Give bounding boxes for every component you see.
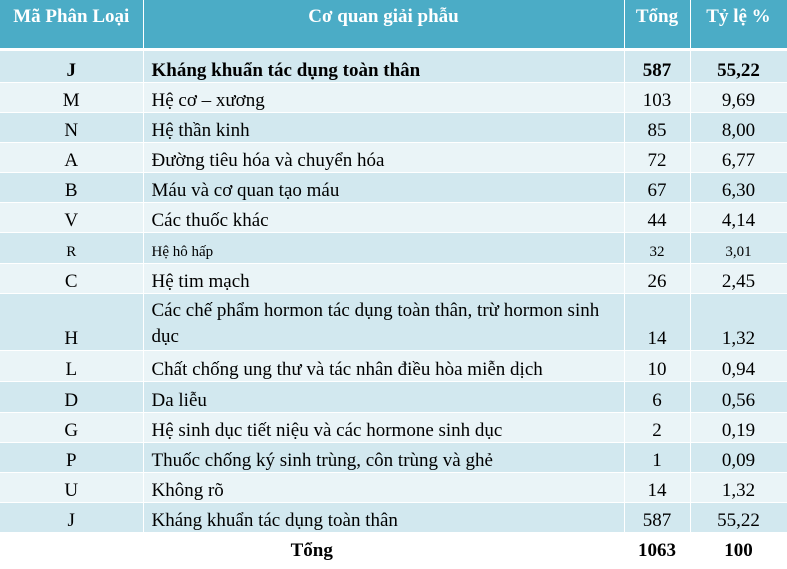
- cell-organ: Các chế phẩm hormon tác dụng toàn thân, trừ hormon sinh dục: [143, 294, 624, 351]
- cell-code: G: [0, 413, 143, 443]
- cell-ratio: 2,45: [690, 264, 787, 294]
- cell-ratio: 0,19: [690, 413, 787, 443]
- header-organ: Cơ quan giải phẫu: [143, 0, 624, 50]
- table-row: [0, 351, 787, 382]
- cell-ratio: 3,01: [690, 233, 787, 264]
- cell-ratio: 0,94: [690, 351, 787, 382]
- table-row: [0, 413, 787, 443]
- cell-ratio: 4,14: [690, 203, 787, 233]
- cell-code: A: [0, 143, 143, 173]
- cell-total: 26: [624, 264, 690, 294]
- cell-organ: Hệ thần kinh: [143, 113, 624, 143]
- cell-organ: Các thuốc khác: [143, 203, 624, 233]
- cell-total: 103: [624, 83, 690, 113]
- header-code: Mã Phân Loại: [0, 0, 143, 50]
- cell-organ: Hệ cơ – xương: [143, 83, 624, 113]
- cell-ratio: 9,69: [690, 83, 787, 113]
- cell-ratio: 55,22: [690, 50, 787, 83]
- cell-organ: Thuốc chống ký sinh trùng, côn trùng và ghẻ: [143, 443, 624, 473]
- cell-organ: Kháng khuẩn tác dụng toàn thân: [143, 503, 624, 533]
- cell-code: N: [0, 113, 143, 143]
- header-ratio: Tỷ lệ %: [690, 0, 787, 50]
- cell-total: 32: [624, 233, 690, 264]
- cell-code: C: [0, 264, 143, 294]
- cell-code: M: [0, 83, 143, 113]
- table-header-row: [0, 0, 787, 50]
- table-row: [0, 233, 787, 264]
- table-row: [0, 473, 787, 503]
- table-row: [0, 173, 787, 203]
- cell-organ: Da liễu: [143, 382, 624, 413]
- cell-ratio: 0,09: [690, 443, 787, 473]
- cell-total: 6: [624, 382, 690, 413]
- cell-total: 14: [624, 294, 690, 351]
- cell-code: U: [0, 473, 143, 503]
- table-row: [0, 294, 787, 351]
- table-row: [0, 113, 787, 143]
- cell-total: 2: [624, 413, 690, 443]
- table-row: [0, 50, 787, 83]
- table-row: [0, 83, 787, 113]
- total-count: 1063: [624, 533, 690, 563]
- cell-total: 14: [624, 473, 690, 503]
- cell-code: D: [0, 382, 143, 413]
- cell-organ: Hệ sinh dục tiết niệu và các hormone sinh dục: [143, 413, 624, 443]
- cell-total: 72: [624, 143, 690, 173]
- cell-total: 587: [624, 503, 690, 533]
- cell-code: H: [0, 294, 143, 351]
- total-ratio: 100: [690, 533, 787, 563]
- header-total: Tổng: [624, 0, 690, 50]
- cell-ratio: 55,22: [690, 503, 787, 533]
- cell-organ: Hệ tim mạch: [143, 264, 624, 294]
- cell-ratio: 6,77: [690, 143, 787, 173]
- cell-ratio: 6,30: [690, 173, 787, 203]
- table-row: [0, 503, 787, 533]
- cell-ratio: 8,00: [690, 113, 787, 143]
- cell-organ: Máu và cơ quan tạo máu: [143, 173, 624, 203]
- cell-code: V: [0, 203, 143, 233]
- table-row: [0, 443, 787, 473]
- cell-total: 85: [624, 113, 690, 143]
- cell-total: 587: [624, 50, 690, 83]
- table-row: [0, 203, 787, 233]
- cell-code: P: [0, 443, 143, 473]
- cell-organ: Không rõ: [143, 473, 624, 503]
- cell-code: B: [0, 173, 143, 203]
- cell-code: R: [0, 233, 143, 264]
- cell-code: J: [0, 503, 143, 533]
- total-label: Tổng: [0, 533, 624, 563]
- cell-ratio: 1,32: [690, 294, 787, 351]
- cell-total: 44: [624, 203, 690, 233]
- cell-total: 67: [624, 173, 690, 203]
- table-row: [0, 143, 787, 173]
- cell-ratio: 0,56: [690, 382, 787, 413]
- cell-code: L: [0, 351, 143, 382]
- cell-ratio: 1,32: [690, 473, 787, 503]
- cell-total: 10: [624, 351, 690, 382]
- cell-organ: Chất chống ung thư và tác nhân điều hòa miễn dịch: [143, 351, 624, 382]
- total-row: [0, 533, 787, 563]
- cell-total: 1: [624, 443, 690, 473]
- cell-code: J: [0, 50, 143, 83]
- cell-organ: Đường tiêu hóa và chuyển hóa: [143, 143, 624, 173]
- table-row: [0, 382, 787, 413]
- table-row: [0, 264, 787, 294]
- cell-organ: Kháng khuẩn tác dụng toàn thân: [143, 50, 624, 83]
- cell-organ: Hệ hô hấp: [143, 233, 624, 264]
